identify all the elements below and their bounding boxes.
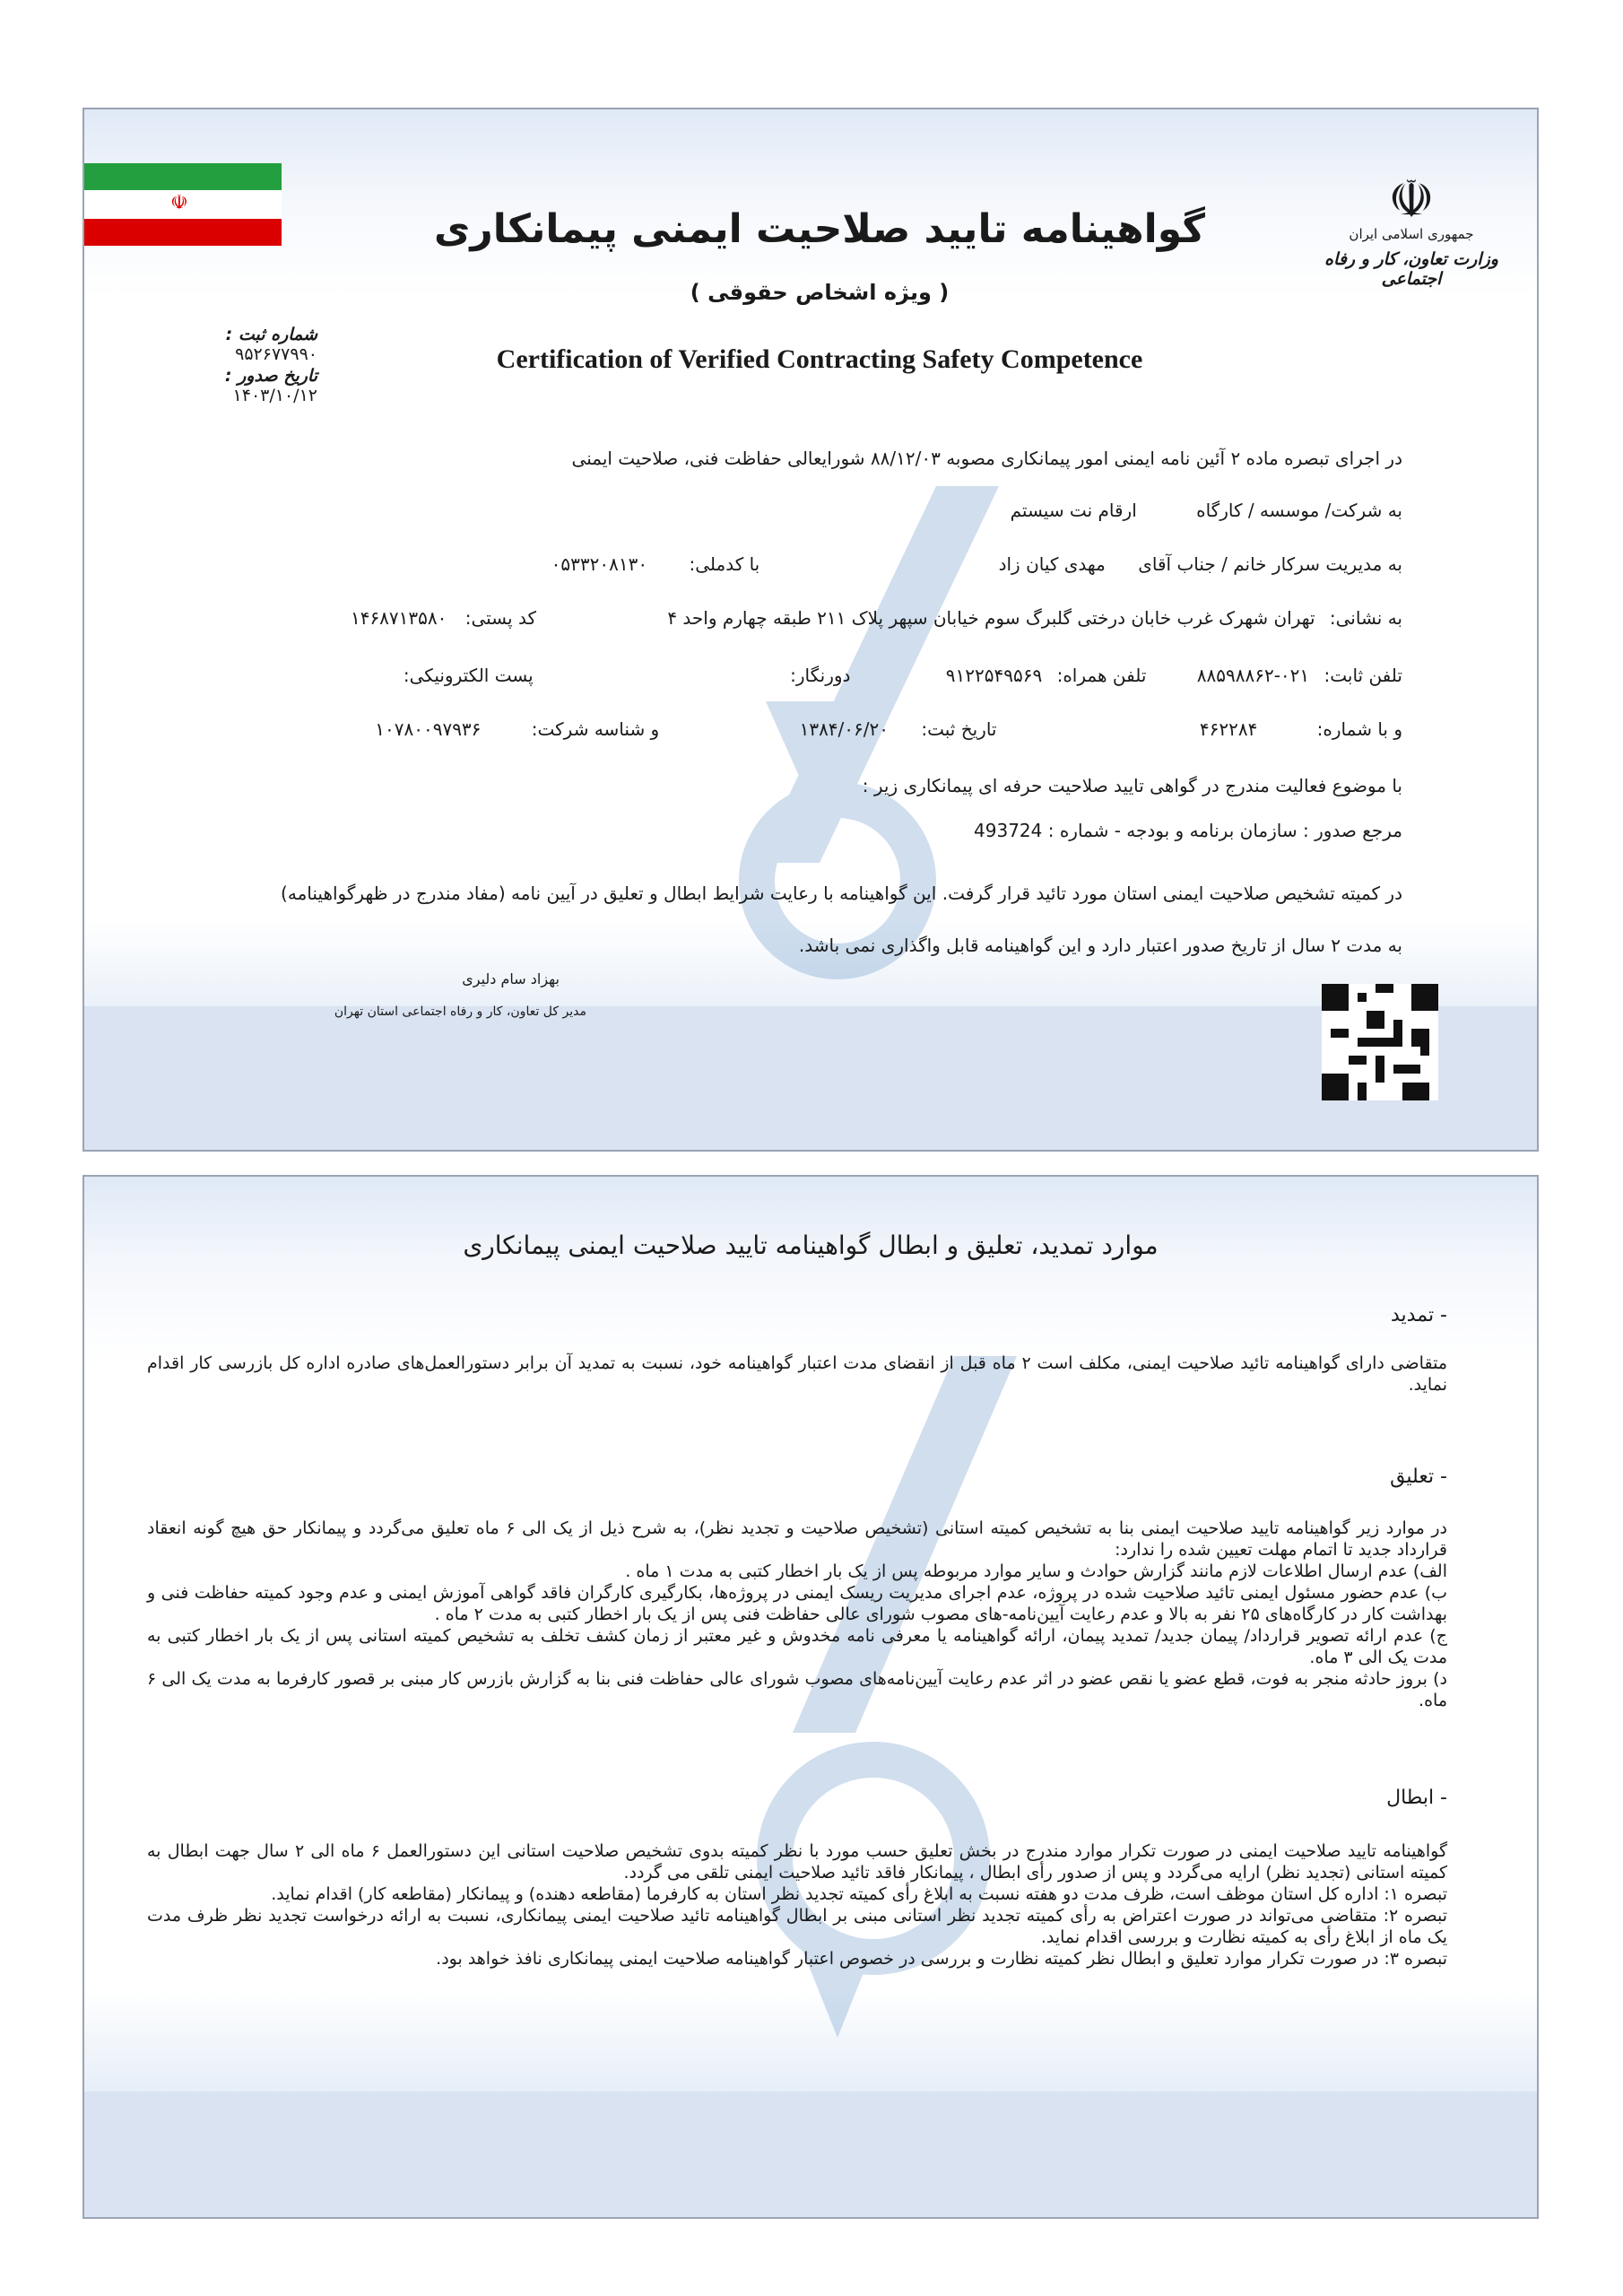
page2-title: موارد تمدید، تعلیق و ابطال گواهینامه تایید صلاحیت ایمنی پیمانکاری bbox=[463, 1231, 1159, 1260]
renew-heading: - تمدید bbox=[1391, 1304, 1447, 1326]
fax-label: دورنگار: bbox=[790, 665, 851, 686]
phone-label: تلفن ثابت: bbox=[1324, 665, 1402, 686]
revoke-paragraph: گواهینامه تایید صلاحیت ایمنی در صورت تکرار موارد مندرج در بخش تعلیق حسب مورد با نظر کمیته بدوی تشخیص صلاحیت استانی این دستورالعمل ۶ ماه الی ۲ سال جهت ابطال به کمیته استانی (تجدید نظر) ارایه می‌گردد و پس از صدور رأی ابطال ، پیمانکار فاقد تائید صلاحیت ایمنی تلقی می گردد. bbox=[147, 1841, 1447, 1883]
phone-line bbox=[201, 663, 1402, 688]
mobile-label: تلفن همراه: bbox=[1056, 665, 1147, 686]
certificate-front bbox=[82, 108, 1539, 1152]
company-value: ارقام نت سیستم bbox=[1010, 500, 1137, 521]
address-label: به نشانی: bbox=[1329, 607, 1402, 629]
title-en: Certification of Verified Contracting Safety Competence bbox=[496, 344, 1143, 374]
reg-date-label: تاریخ ثبت: bbox=[921, 718, 997, 740]
postal-label: کد پستی: bbox=[464, 607, 536, 629]
signer-title: مدیر کل تعاون، کار و رفاه اجتماعی استان تهران bbox=[334, 1004, 586, 1019]
certificate-back bbox=[82, 1175, 1539, 2219]
suspend-heading: - تعلیق bbox=[1390, 1465, 1447, 1488]
national-code-value: ۰۵۳۳۲۰۸۱۳۰ bbox=[551, 553, 648, 575]
revoke-note: تبصره ۱: اداره کل استان موظف است، ظرف مدت دو هفته نسبت به ابلاغ رأی کمیته تجدید نظر استان به کارفرما (مقاطعه دهنده) و پیمانکار (مقاطعه کار) اقدام نماید. bbox=[271, 1884, 1447, 1904]
revoke-note: تبصره ۲: متقاضی می‌تواند در صورت اعتراض به رأی کمیته تجدید نظر استانی مبنی بر ابطال گواهینامه تائید صلاحیت ایمنی پیمانکاری، نسبت به ارائه درخواست تجدید نظر ظرف مدت یک ماه از ابلاغ رأی به کمیته نظارت و بررسی اقدام نماید. bbox=[147, 1906, 1447, 1947]
manager-label: به مدیریت سرکار خانم / جناب آقای bbox=[1138, 553, 1402, 575]
reg-date-value: ۱۳۸۴/۰۶/۲۰ bbox=[799, 718, 889, 740]
intro-line: در اجرای تبصره ماده ۲ آئین نامه ایمنی امور پیمانکاری مصوبه ۸۸/۱۲/۰۳ شورایعالی حفاظت فنی، صلاحیت ایمنی bbox=[571, 448, 1402, 469]
reg-number-label: شماره ثبت : bbox=[225, 325, 317, 344]
number-line bbox=[201, 717, 1402, 742]
number-label: و با شماره: bbox=[1316, 718, 1402, 740]
issue-date-value: ۱۴۰۳/۱۰/۱۲ bbox=[232, 386, 317, 405]
company-id-value: ۱۰۷۸۰۰۹۷۹۳۶ bbox=[375, 718, 482, 740]
issue-date bbox=[138, 366, 317, 405]
email-label: پست الکترونیکی: bbox=[403, 665, 534, 686]
phone-value: ۰۲۱-۸۸۵۹۸۸۶۲ bbox=[1196, 665, 1310, 686]
company-label: به شرکت/ موسسه / کارگاه bbox=[1196, 500, 1402, 521]
address-value: تهران شهرک غرب خابان درختی گلبرگ سوم خیابان سپهر پلاک ۲۱۱ طبقه چهارم واحد ۴ bbox=[667, 607, 1315, 629]
title-fa: گواهینامه تایید صلاحیت ایمنی پیمانکاری bbox=[434, 206, 1205, 252]
renew-text: متقاضی دارای گواهینامه تائید صلاحیت ایمنی، مکلف است ۲ ماه قبل از انقضای مدت اعتبار گواهینامه خود، نسبت به تمدید آن برابر دستورالعمل‌های صادره اداره کل بازرسی کار اقدام نماید. bbox=[147, 1353, 1447, 1395]
suspend-item: الف) عدم ارسال اطلاعات لازم مانند گزارش حوادث و سایر موارد مربوطه پس از یک بار اخطار کتبی به مدت ۱ ماه . bbox=[625, 1561, 1447, 1581]
reg-number-value: ۹۵۲۶۷۷۹۹۰ bbox=[235, 344, 317, 364]
qr-code-icon bbox=[1322, 984, 1438, 1100]
watermark-logo bbox=[748, 1356, 1017, 2092]
suspend-paragraph: در موارد زیر گواهینامه تایید صلاحیت ایمنی بنا به تشخیص کمیته استانی (تشخیص صلاحیت و تجدید نظر)، به شرح ذیل از یک الی ۶ ماه تعلیق می‌گردد و پیمانکار حق هیچ گونه انعقاد قرارداد جدید تا اتمام مهلت تعیین شده را ندارد: bbox=[147, 1518, 1447, 1560]
iran-emblem-icon: ☫ bbox=[1388, 169, 1435, 230]
suspend-item: ب) عدم حضور مسئول ایمنی تائید صلاحیت شده در پروژه، عدم اجرای مدیریت ریسک ایمنی در پروژه‌ها، بکارگیری کارگران فاقد گواهی آموزش ایمنی و عدم وجود کمیته حفاظت فنی و بهداشت کار در کارگاه‌های ۲۵ نفر به بالا و عدم رعایت آیین‌نامه-های مصوب شورای عالی حفاظت فنی پس از یک بار اخطار کتبی به مدت ۲ ماه . bbox=[147, 1583, 1447, 1624]
suspend-item: د) بروز حادثه منجر به فوت، قطع عضو یا نقص عضو در اثر عدم رعایت آیین‌نامه‌های مصوب شورای عالی حفاظت فنی بنا به گزارش بازرس کار مبنی بر قصور کارفرما به مدت یک الی ۶ ماه. bbox=[147, 1669, 1447, 1710]
national-code-label: با کدملی: bbox=[689, 553, 760, 575]
company-id-label: و شناسه شرکت: bbox=[531, 718, 660, 740]
bottom-band bbox=[84, 1006, 1537, 1150]
manager-line bbox=[201, 552, 1402, 577]
issue-date-label: تاریخ صدور : bbox=[224, 366, 317, 386]
committee-line: در کمیته تشخیص صلاحیت ایمنی استان مورد تائید قرار گرفت. این گواهینامه با رعایت شرایط ابطال و تعلیق در آیین نامه (مفاد مندرج در ظهرگواهینامه) bbox=[281, 883, 1402, 904]
bottom-band bbox=[84, 2092, 1537, 2217]
activity-line: با موضوع فعالیت مندرج در گواهی تایید صلاحیت حرفه ای پیمانکاری زیر : bbox=[862, 775, 1402, 796]
emblem-caption: جمهوری اسلامی ایران bbox=[1349, 226, 1474, 242]
address-line bbox=[264, 605, 1402, 631]
suspend-item: ج) عدم ارائه تصویر قرارداد/ پیمان جدید/ تمدید پیمان، ارائه گواهینامه یا معرفی نامه مخدوش و غیر معتبر از زمان کشف تخلف به تشخیص کمیته استانی پس از یک بار اخطار کتبی به مدت یک الی ۳ ماه. bbox=[147, 1626, 1447, 1667]
revoke-heading: - ابطال bbox=[1386, 1787, 1447, 1809]
subtitle-fa: ( ویژه اشخاص حقوقی ) bbox=[690, 280, 950, 305]
suspend-section bbox=[147, 1518, 1447, 1711]
mobile-value: ۹۱۲۲۵۴۹۵۶۹ bbox=[945, 665, 1043, 686]
ministry-block bbox=[1322, 169, 1501, 289]
reference-line: مرجع صدور : سازمان برنامه و بودجه - شماره : 493724 bbox=[974, 820, 1402, 841]
number-value: ۴۶۲۲۸۴ bbox=[1199, 718, 1258, 740]
flag-emblem-icon: ☫ bbox=[170, 192, 188, 214]
manager-value: مهدی کیان زاد bbox=[998, 553, 1106, 575]
revoke-note: تبصره ۳: در صورت تکرار موارد تعلیق و ابطال نظر کمیته نظارت و بررسی در خصوص اعتبار گواهینامه صلاحیت ایمنی پیمانکاری نافذ خواهد بود. bbox=[436, 1949, 1447, 1969]
postal-value: ۱۴۶۸۷۱۳۵۸۰ bbox=[350, 607, 447, 629]
revoke-section bbox=[147, 1840, 1447, 1970]
iran-flag bbox=[84, 163, 282, 246]
signer-name: بهزاد سام دلیری bbox=[462, 970, 560, 987]
validity-line: به مدت ۲ سال از تاریخ صدور اعتبار دارد و این گواهینامه قابل واگذاری نمی باشد. bbox=[798, 935, 1402, 956]
company-line bbox=[201, 498, 1402, 523]
ministry-name: وزارت تعاون، کار و رفاه اجتماعی bbox=[1324, 249, 1498, 289]
reg-number bbox=[138, 325, 317, 364]
